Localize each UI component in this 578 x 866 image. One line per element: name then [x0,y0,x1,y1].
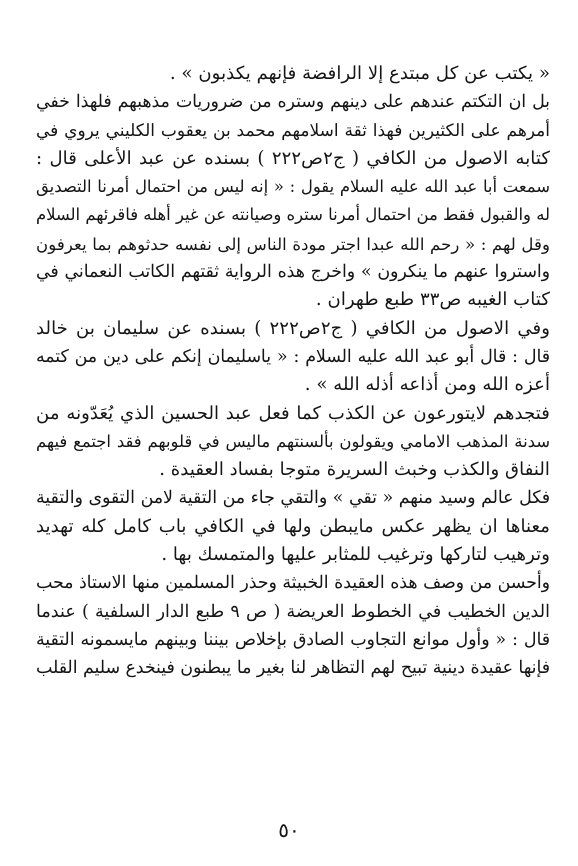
text-line: فإنها عقيدة دينية تبيح لهم التظاهر لنا بغير ما يبطنون فينخدع سليم القلب [36,658,550,679]
text-line: النفاق والكذب وخبث السريرة متوجا بفساد العقيدة . [159,459,550,481]
text-line: سمعت أبا عبد الله عليه السلام يقول : « إنه ليس من احتمال أمرنا التصديق [36,177,550,197]
text-line: بل ان التكتم عندهم على دينهم وستره من ضروريات مذهبهم فلهذا خفي [36,92,550,113]
text-line: كتابه الاصول من الكافي ( ج٢ص٢٢٢ ) بسنده عن عبد الأعلى قال : [36,147,550,169]
text-line: قال : قال أبو عبد الله عليه السلام : « ياسليمان إنكم على دين من كتمه [36,346,550,367]
text-line: فكل عالم وسيد منهم « تقي » والتقي جاء من التقية لامن التقوى والتقية [36,488,550,509]
text-line: كتاب الغيبه ص٣٣ طبع طهران . [315,289,550,311]
text-line: « يكتب عن كل مبتدع إلا الرافضة فإنهم يكذبون » . [169,63,550,84]
text-line: واستروا عنهم ما ينكرون » واخرج هذه الرواية ثقتهم الكاتب النعماني في [36,262,550,283]
text-line: أعزه الله ومن أذاعه أذله الله » . [304,374,550,396]
text-line: وقل لهم : « رحم الله عبدا اجتر مودة الناس إلى نفسه حدثوهم بما يعرفون [36,233,550,254]
text-line: معناها ان يظهر عكس مايبطن ولها في الكافي باب كامل كله تهديد [36,515,550,537]
text-line: الدين الخطيب في الخطوط العريضة ( ص ٩ طبع الدار السلفية ) عندما [36,601,550,622]
text-line: سدنة المذهب الامامي ويقولون بألسنتهم ماليس في قلوبهم فقد اجتمع فيهم [36,431,550,451]
page-body-text [36,60,550,683]
text-line: له والقبول فقط من احتمال أمرنا ستره وصيانته عن غير أهله فاقرئهم السلام [36,205,550,225]
text-line: وأحسن من وصف هذه العقيدة الخبيثة وحذر المسلمين منها الاستاذ محب [36,573,550,594]
text-line: وفي الاصول من الكافي ( ج٢ص٢٢٢ ) بسنده عن سليمان بن خالد [36,317,550,339]
text-line: قال : « وأول موانع التجاوب الصادق بإخلاص بيننا وبينهم مايسمونه التقية [36,629,550,650]
text-line: فتجدهم لايتورعون عن الكذب كما فعل عبد الحسين الذي يُعَدّونه من [36,402,550,424]
page-number: ٥٠ [278,818,300,842]
text-line: أمرهم على الكثيرين فهذا ثقة اسلامهم محمد بن يعقوب الكليني يروي في [36,120,550,141]
text-line: وترهيب لتاركها وترغيب للمثابر عليها والمتمسك بها . [161,544,550,566]
